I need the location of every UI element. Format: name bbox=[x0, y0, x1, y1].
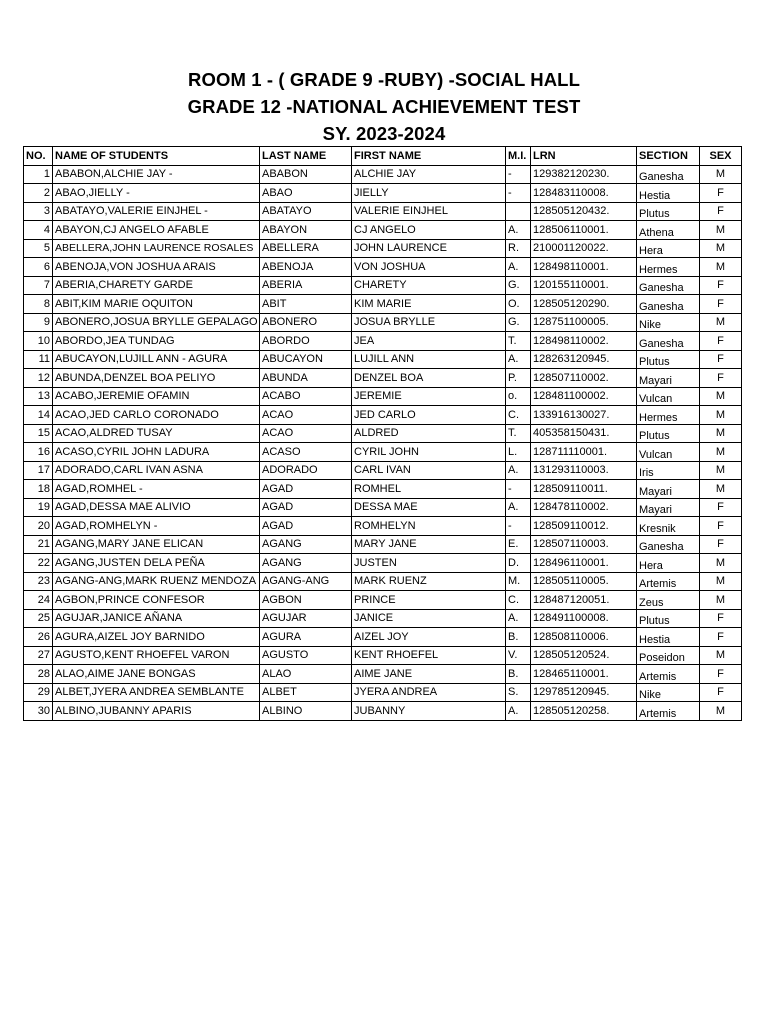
row-number-cell: 29 bbox=[24, 683, 53, 702]
row-number-cell: 15 bbox=[24, 424, 53, 443]
section-cell: Mayari bbox=[637, 369, 700, 388]
lrn-cell: 128505120258. bbox=[531, 702, 637, 721]
section-cell: Hestia bbox=[637, 628, 700, 647]
student-full-name-cell: AGBON,PRINCE CONFESOR bbox=[53, 591, 260, 610]
middle-initial-cell: C. bbox=[506, 591, 531, 610]
row-number-cell: 24 bbox=[24, 591, 53, 610]
lrn-cell: 128711110001. bbox=[531, 443, 637, 462]
student-full-name-cell: ABAO,JIELLY - bbox=[53, 184, 260, 203]
last-name-cell: ABAYON bbox=[260, 221, 352, 240]
section-cell: Hera bbox=[637, 239, 700, 258]
sex-cell: M bbox=[700, 406, 742, 425]
lrn-cell: 128478110002. bbox=[531, 498, 637, 517]
student-full-name-cell: ABORDO,JEA TUNDAG bbox=[53, 332, 260, 351]
last-name-cell: AGAD bbox=[260, 498, 352, 517]
first-name-cell: JYERA ANDREA bbox=[352, 683, 506, 702]
table-row bbox=[24, 554, 742, 573]
sex-cell: F bbox=[700, 517, 742, 536]
table-row bbox=[24, 313, 742, 332]
middle-initial-cell: B. bbox=[506, 628, 531, 647]
middle-initial-cell: A. bbox=[506, 350, 531, 369]
first-name-cell: CHARETY bbox=[352, 276, 506, 295]
student-full-name-cell: AGURA,AIZEL JOY BARNIDO bbox=[53, 628, 260, 647]
room-title: ROOM 1 - ( GRADE 9 -RUBY) -SOCIAL HALL bbox=[188, 69, 580, 90]
student-full-name-cell: ALAO,AIME JANE BONGAS bbox=[53, 665, 260, 684]
table-row bbox=[24, 702, 742, 721]
lrn-cell: 129785120945. bbox=[531, 683, 637, 702]
first-name-cell: JOSUA BRYLLE bbox=[352, 313, 506, 332]
section-cell: Vulcan bbox=[637, 443, 700, 462]
middle-initial-cell: G. bbox=[506, 276, 531, 295]
sex-cell: F bbox=[700, 628, 742, 647]
sex-cell: M bbox=[700, 239, 742, 258]
first-name-cell: VON JOSHUA bbox=[352, 258, 506, 277]
sex-cell: F bbox=[700, 665, 742, 684]
sex-cell: F bbox=[700, 295, 742, 314]
section-cell: Iris bbox=[637, 461, 700, 480]
middle-initial-cell: M. bbox=[506, 572, 531, 591]
row-number-cell: 5 bbox=[24, 239, 53, 258]
first-name-cell: MARK RUENZ bbox=[352, 572, 506, 591]
middle-initial-cell: G. bbox=[506, 313, 531, 332]
table-row bbox=[24, 591, 742, 610]
lrn-cell: 128509110011. bbox=[531, 480, 637, 499]
student-full-name-cell: ABUCAYON,LUJILL ANN - AGURA bbox=[53, 350, 260, 369]
table-row bbox=[24, 535, 742, 554]
last-name-cell: AGURA bbox=[260, 628, 352, 647]
lrn-cell: 128465110001. bbox=[531, 665, 637, 684]
middle-initial-cell: - bbox=[506, 517, 531, 536]
last-name-cell: ALAO bbox=[260, 665, 352, 684]
section-cell: Plutus bbox=[637, 609, 700, 628]
section-cell: Athena bbox=[637, 221, 700, 240]
first-name-cell: PRINCE bbox=[352, 591, 506, 610]
lrn-cell: 128507110003. bbox=[531, 535, 637, 554]
lrn-cell: 128498110002. bbox=[531, 332, 637, 351]
middle-initial-cell bbox=[506, 202, 531, 221]
table-row bbox=[24, 221, 742, 240]
table-row bbox=[24, 258, 742, 277]
first-name-cell: JEA bbox=[352, 332, 506, 351]
row-number-cell: 30 bbox=[24, 702, 53, 721]
row-number-cell: 17 bbox=[24, 461, 53, 480]
student-full-name-cell: ABONERO,JOSUA BRYLLE GEPALAGO bbox=[53, 313, 260, 332]
col-header-last-name: LAST NAME bbox=[260, 147, 352, 166]
first-name-cell: ROMHEL bbox=[352, 480, 506, 499]
section-cell: Nike bbox=[637, 683, 700, 702]
lrn-cell: 210001120022. bbox=[531, 239, 637, 258]
table-row bbox=[24, 480, 742, 499]
sex-cell: F bbox=[700, 184, 742, 203]
middle-initial-cell: T. bbox=[506, 332, 531, 351]
row-number-cell: 13 bbox=[24, 387, 53, 406]
middle-initial-cell: - bbox=[506, 480, 531, 499]
first-name-cell: JOHN LAURENCE bbox=[352, 239, 506, 258]
first-name-cell: AIZEL JOY bbox=[352, 628, 506, 647]
middle-initial-cell: A. bbox=[506, 498, 531, 517]
sex-cell: M bbox=[700, 443, 742, 462]
lrn-cell: 128487120051. bbox=[531, 591, 637, 610]
last-name-cell: AGANG bbox=[260, 535, 352, 554]
last-name-cell: ABAO bbox=[260, 184, 352, 203]
table-row bbox=[24, 443, 742, 462]
lrn-cell: 120155110001. bbox=[531, 276, 637, 295]
lrn-cell: 129382120230. bbox=[531, 165, 637, 184]
lrn-cell: 128506110001. bbox=[531, 221, 637, 240]
student-full-name-cell: AGANG,JUSTEN DELA PEÑA bbox=[53, 554, 260, 573]
middle-initial-cell: A. bbox=[506, 702, 531, 721]
col-header-lrn: LRN bbox=[531, 147, 637, 166]
sex-cell: F bbox=[700, 276, 742, 295]
table-row bbox=[24, 424, 742, 443]
section-cell: Artemis bbox=[637, 572, 700, 591]
lrn-cell: 128507110002. bbox=[531, 369, 637, 388]
section-cell: Ganesha bbox=[637, 295, 700, 314]
table-header-row bbox=[24, 147, 742, 166]
lrn-cell: 128505120524. bbox=[531, 646, 637, 665]
section-cell: Plutus bbox=[637, 202, 700, 221]
lrn-cell: 128508110006. bbox=[531, 628, 637, 647]
document-header bbox=[0, 66, 768, 147]
table-row bbox=[24, 572, 742, 591]
student-full-name-cell: ADORADO,CARL IVAN ASNA bbox=[53, 461, 260, 480]
last-name-cell: ABATAYO bbox=[260, 202, 352, 221]
table-row bbox=[24, 646, 742, 665]
first-name-cell: CJ ANGELO bbox=[352, 221, 506, 240]
row-number-cell: 11 bbox=[24, 350, 53, 369]
table-row bbox=[24, 295, 742, 314]
col-header-no: NO. bbox=[24, 147, 53, 166]
sex-cell: M bbox=[700, 646, 742, 665]
first-name-cell: DESSA MAE bbox=[352, 498, 506, 517]
table-row bbox=[24, 498, 742, 517]
col-header-name: NAME OF STUDENTS bbox=[53, 147, 260, 166]
first-name-cell: ALCHIE JAY bbox=[352, 165, 506, 184]
last-name-cell: ALBINO bbox=[260, 702, 352, 721]
sex-cell: F bbox=[700, 202, 742, 221]
sex-cell: M bbox=[700, 554, 742, 573]
sex-cell: M bbox=[700, 165, 742, 184]
middle-initial-cell: A. bbox=[506, 221, 531, 240]
section-cell: Plutus bbox=[637, 350, 700, 369]
section-cell: Ganesha bbox=[637, 276, 700, 295]
student-table bbox=[23, 146, 742, 721]
last-name-cell: ABENOJA bbox=[260, 258, 352, 277]
table-row bbox=[24, 165, 742, 184]
section-cell: Hermes bbox=[637, 258, 700, 277]
middle-initial-cell: A. bbox=[506, 258, 531, 277]
row-number-cell: 27 bbox=[24, 646, 53, 665]
student-full-name-cell: ABAYON,CJ ANGELO AFABLE bbox=[53, 221, 260, 240]
lrn-cell: 128751100005. bbox=[531, 313, 637, 332]
last-name-cell: ABERIA bbox=[260, 276, 352, 295]
sex-cell: F bbox=[700, 609, 742, 628]
col-header-mi: M.I. bbox=[506, 147, 531, 166]
last-name-cell: AGBON bbox=[260, 591, 352, 610]
first-name-cell: JIELLY bbox=[352, 184, 506, 203]
row-number-cell: 19 bbox=[24, 498, 53, 517]
middle-initial-cell: A. bbox=[506, 609, 531, 628]
middle-initial-cell: T. bbox=[506, 424, 531, 443]
first-name-cell: JEREMIE bbox=[352, 387, 506, 406]
student-full-name-cell: AGAD,ROMHEL - bbox=[53, 480, 260, 499]
middle-initial-cell: S. bbox=[506, 683, 531, 702]
student-full-name-cell: ABABON,ALCHIE JAY - bbox=[53, 165, 260, 184]
lrn-cell: 128263120945. bbox=[531, 350, 637, 369]
first-name-cell: JED CARLO bbox=[352, 406, 506, 425]
student-full-name-cell: AGUJAR,JANICE AÑANA bbox=[53, 609, 260, 628]
section-cell: Mayari bbox=[637, 480, 700, 499]
sex-cell: M bbox=[700, 702, 742, 721]
table-row bbox=[24, 628, 742, 647]
col-header-section: SECTION bbox=[637, 147, 700, 166]
sex-cell: M bbox=[700, 221, 742, 240]
last-name-cell: ABABON bbox=[260, 165, 352, 184]
middle-initial-cell: B. bbox=[506, 665, 531, 684]
section-cell: Plutus bbox=[637, 424, 700, 443]
middle-initial-cell: o. bbox=[506, 387, 531, 406]
lrn-cell: 128481100002. bbox=[531, 387, 637, 406]
sex-cell: M bbox=[700, 424, 742, 443]
lrn-cell: 133916130027. bbox=[531, 406, 637, 425]
table-row bbox=[24, 665, 742, 684]
lrn-cell: 128505110005. bbox=[531, 572, 637, 591]
table-row bbox=[24, 517, 742, 536]
first-name-cell: LUJILL ANN bbox=[352, 350, 506, 369]
middle-initial-cell: D. bbox=[506, 554, 531, 573]
table-row bbox=[24, 276, 742, 295]
section-cell: Hermes bbox=[637, 406, 700, 425]
row-number-cell: 3 bbox=[24, 202, 53, 221]
sex-cell: M bbox=[700, 461, 742, 480]
table-row bbox=[24, 369, 742, 388]
student-full-name-cell: AGAD,ROMHELYN - bbox=[53, 517, 260, 536]
sex-cell: M bbox=[700, 387, 742, 406]
student-full-name-cell: ABATAYO,VALERIE EINJHEL - bbox=[53, 202, 260, 221]
row-number-cell: 12 bbox=[24, 369, 53, 388]
section-cell: Ganesha bbox=[637, 332, 700, 351]
sex-cell: M bbox=[700, 480, 742, 499]
row-number-cell: 4 bbox=[24, 221, 53, 240]
lrn-cell: 128483110008. bbox=[531, 184, 637, 203]
first-name-cell: DENZEL BOA bbox=[352, 369, 506, 388]
student-full-name-cell: ABELLERA,JOHN LAURENCE ROSALES bbox=[53, 239, 260, 258]
middle-initial-cell: R. bbox=[506, 239, 531, 258]
table-row bbox=[24, 406, 742, 425]
last-name-cell: ACAO bbox=[260, 424, 352, 443]
row-number-cell: 10 bbox=[24, 332, 53, 351]
section-cell: Hestia bbox=[637, 184, 700, 203]
last-name-cell: AGANG bbox=[260, 554, 352, 573]
last-name-cell: ACASO bbox=[260, 443, 352, 462]
lrn-cell: 128498110001. bbox=[531, 258, 637, 277]
school-year: SY. 2023-2024 bbox=[322, 123, 446, 144]
row-number-cell: 6 bbox=[24, 258, 53, 277]
section-cell: Artemis bbox=[637, 665, 700, 684]
student-full-name-cell: ACASO,CYRIL JOHN LADURA bbox=[53, 443, 260, 462]
lrn-cell: 128505120290. bbox=[531, 295, 637, 314]
section-cell: Mayari bbox=[637, 498, 700, 517]
last-name-cell: AGAD bbox=[260, 480, 352, 499]
middle-initial-cell: E. bbox=[506, 535, 531, 554]
section-cell: Vulcan bbox=[637, 387, 700, 406]
row-number-cell: 20 bbox=[24, 517, 53, 536]
table-row bbox=[24, 332, 742, 351]
lrn-cell: 405358150431. bbox=[531, 424, 637, 443]
row-number-cell: 14 bbox=[24, 406, 53, 425]
middle-initial-cell: L. bbox=[506, 443, 531, 462]
section-cell: Hera bbox=[637, 554, 700, 573]
table-row bbox=[24, 387, 742, 406]
lrn-cell: 128491100008. bbox=[531, 609, 637, 628]
first-name-cell: JUSTEN bbox=[352, 554, 506, 573]
last-name-cell: ABORDO bbox=[260, 332, 352, 351]
section-cell: Poseidon bbox=[637, 646, 700, 665]
last-name-cell: ABIT bbox=[260, 295, 352, 314]
first-name-cell: CARL IVAN bbox=[352, 461, 506, 480]
section-cell: Artemis bbox=[637, 702, 700, 721]
student-full-name-cell: AGUSTO,KENT RHOEFEL VARON bbox=[53, 646, 260, 665]
last-name-cell: ABELLERA bbox=[260, 239, 352, 258]
sex-cell: M bbox=[700, 572, 742, 591]
student-full-name-cell: ACAO,JED CARLO CORONADO bbox=[53, 406, 260, 425]
first-name-cell: MARY JANE bbox=[352, 535, 506, 554]
sex-cell: M bbox=[700, 591, 742, 610]
section-cell: Ganesha bbox=[637, 165, 700, 184]
student-full-name-cell: AGANG-ANG,MARK RUENZ MENDOZA bbox=[53, 572, 260, 591]
sex-cell: F bbox=[700, 350, 742, 369]
row-number-cell: 21 bbox=[24, 535, 53, 554]
sex-cell: M bbox=[700, 258, 742, 277]
first-name-cell: ALDRED bbox=[352, 424, 506, 443]
middle-initial-cell: A. bbox=[506, 461, 531, 480]
row-number-cell: 18 bbox=[24, 480, 53, 499]
section-cell: Zeus bbox=[637, 591, 700, 610]
table-row bbox=[24, 184, 742, 203]
last-name-cell: ABUCAYON bbox=[260, 350, 352, 369]
student-full-name-cell: ACABO,JEREMIE OFAMIN bbox=[53, 387, 260, 406]
middle-initial-cell: P. bbox=[506, 369, 531, 388]
sex-cell: F bbox=[700, 683, 742, 702]
table-row bbox=[24, 683, 742, 702]
section-cell: Nike bbox=[637, 313, 700, 332]
student-full-name-cell: ACAO,ALDRED TUSAY bbox=[53, 424, 260, 443]
student-full-name-cell: AGAD,DESSA MAE ALIVIO bbox=[53, 498, 260, 517]
table-row bbox=[24, 202, 742, 221]
lrn-cell: 131293110003. bbox=[531, 461, 637, 480]
last-name-cell: AGUSTO bbox=[260, 646, 352, 665]
row-number-cell: 23 bbox=[24, 572, 53, 591]
sex-cell: F bbox=[700, 498, 742, 517]
first-name-cell: KENT RHOEFEL bbox=[352, 646, 506, 665]
first-name-cell: CYRIL JOHN bbox=[352, 443, 506, 462]
student-full-name-cell: ALBINO,JUBANNY APARIS bbox=[53, 702, 260, 721]
first-name-cell: VALERIE EINJHEL bbox=[352, 202, 506, 221]
middle-initial-cell: - bbox=[506, 165, 531, 184]
row-number-cell: 28 bbox=[24, 665, 53, 684]
last-name-cell: ACABO bbox=[260, 387, 352, 406]
first-name-cell: AIME JANE bbox=[352, 665, 506, 684]
student-full-name-cell: ABIT,KIM MARIE OQUITON bbox=[53, 295, 260, 314]
student-full-name-cell: ALBET,JYERA ANDREA SEMBLANTE bbox=[53, 683, 260, 702]
sex-cell: F bbox=[700, 369, 742, 388]
lrn-cell: 128505120432. bbox=[531, 202, 637, 221]
sex-cell: M bbox=[700, 313, 742, 332]
table-row bbox=[24, 461, 742, 480]
first-name-cell: JANICE bbox=[352, 609, 506, 628]
section-cell: Kresnik bbox=[637, 517, 700, 536]
col-header-sex: SEX bbox=[700, 147, 742, 166]
col-header-first-name: FIRST NAME bbox=[352, 147, 506, 166]
last-name-cell: AGANG-ANG bbox=[260, 572, 352, 591]
middle-initial-cell: O. bbox=[506, 295, 531, 314]
table-row bbox=[24, 350, 742, 369]
middle-initial-cell: V. bbox=[506, 646, 531, 665]
middle-initial-cell: - bbox=[506, 184, 531, 203]
last-name-cell: ALBET bbox=[260, 683, 352, 702]
last-name-cell: ABUNDA bbox=[260, 369, 352, 388]
row-number-cell: 7 bbox=[24, 276, 53, 295]
row-number-cell: 16 bbox=[24, 443, 53, 462]
last-name-cell: ADORADO bbox=[260, 461, 352, 480]
student-full-name-cell: ABERIA,CHARETY GARDE bbox=[53, 276, 260, 295]
middle-initial-cell: C. bbox=[506, 406, 531, 425]
row-number-cell: 1 bbox=[24, 165, 53, 184]
row-number-cell: 9 bbox=[24, 313, 53, 332]
row-number-cell: 8 bbox=[24, 295, 53, 314]
last-name-cell: AGAD bbox=[260, 517, 352, 536]
table-row bbox=[24, 239, 742, 258]
first-name-cell: JUBANNY bbox=[352, 702, 506, 721]
first-name-cell: ROMHELYN bbox=[352, 517, 506, 536]
row-number-cell: 25 bbox=[24, 609, 53, 628]
last-name-cell: AGUJAR bbox=[260, 609, 352, 628]
student-full-name-cell: ABENOJA,VON JOSHUA ARAIS bbox=[53, 258, 260, 277]
row-number-cell: 2 bbox=[24, 184, 53, 203]
exam-title: GRADE 12 -NATIONAL ACHIEVEMENT TEST bbox=[187, 96, 581, 117]
student-full-name-cell: ABUNDA,DENZEL BOA PELIYO bbox=[53, 369, 260, 388]
lrn-cell: 128496110001. bbox=[531, 554, 637, 573]
row-number-cell: 26 bbox=[24, 628, 53, 647]
last-name-cell: ACAO bbox=[260, 406, 352, 425]
last-name-cell: ABONERO bbox=[260, 313, 352, 332]
first-name-cell: KIM MARIE bbox=[352, 295, 506, 314]
section-cell: Ganesha bbox=[637, 535, 700, 554]
row-number-cell: 22 bbox=[24, 554, 53, 573]
sex-cell: F bbox=[700, 535, 742, 554]
sex-cell: F bbox=[700, 332, 742, 351]
table-row bbox=[24, 609, 742, 628]
student-full-name-cell: AGANG,MARY JANE ELICAN bbox=[53, 535, 260, 554]
lrn-cell: 128509110012. bbox=[531, 517, 637, 536]
